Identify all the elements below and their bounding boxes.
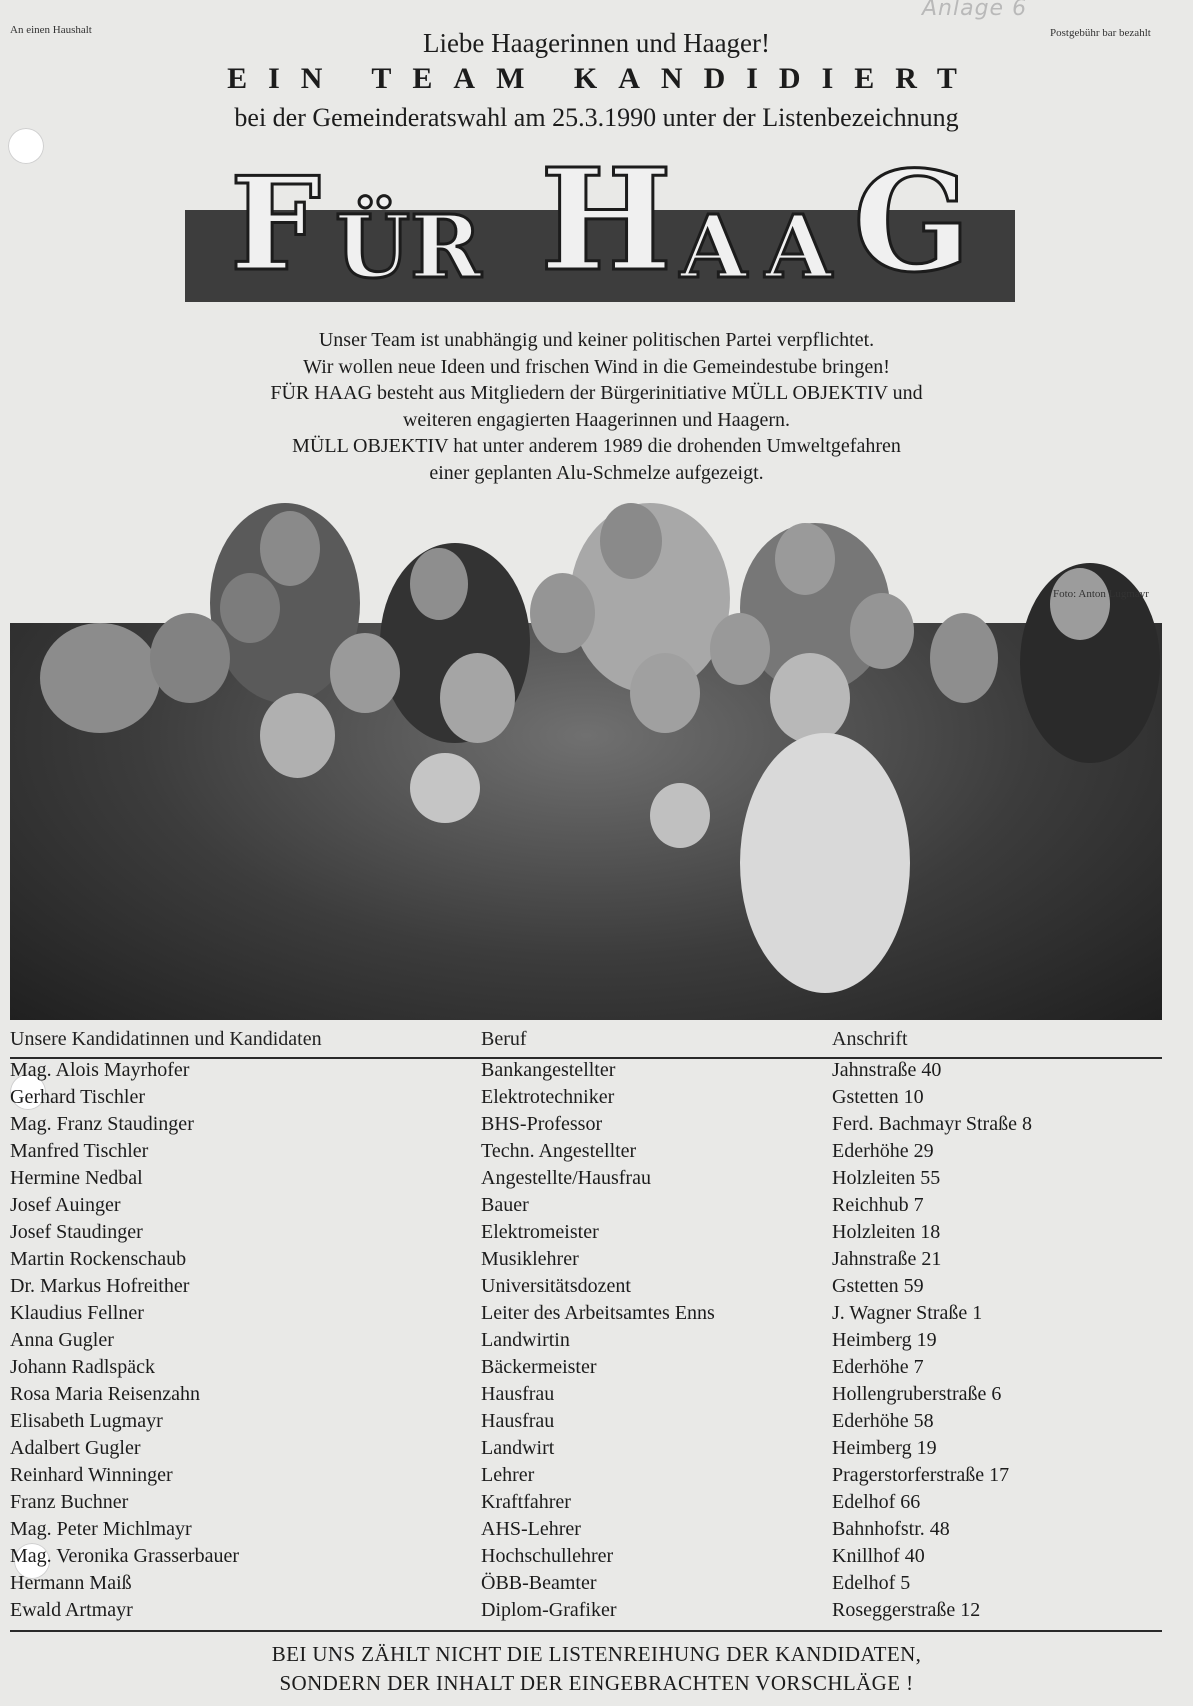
photo-face (440, 653, 515, 743)
candidate-name: Mag. Franz Staudinger (10, 1113, 194, 1135)
photo-baby-face (650, 783, 710, 848)
subline: bei der Gemeinderatswahl am 25.3.1990 unter der Listenbezeichnung (234, 103, 959, 132)
candidate-address: Edelhof 66 (832, 1491, 921, 1513)
photo-face (410, 548, 468, 620)
candidate-name: Dr. Markus Hofreither (10, 1275, 190, 1297)
postage-note: Postgebühr bar bezahlt (1050, 27, 1151, 39)
photo-baby-face (410, 753, 480, 823)
candidate-job: BHS-Professor (481, 1113, 603, 1135)
team-group-photo (10, 503, 1162, 1020)
candidate-address: Roseggerstraße 12 (832, 1599, 981, 1621)
photo-face (330, 633, 400, 713)
table-row (0, 1329, 1193, 1356)
table-row (0, 1572, 1193, 1599)
candidate-address: Gstetten 10 (832, 1086, 924, 1108)
candidate-name: Mag. Veronika Grasserbauer (10, 1545, 239, 1567)
table-header-name: Unsere Kandidatinnen und Kandidaten (10, 1028, 322, 1050)
candidate-job: Bäckermeister (481, 1356, 597, 1378)
candidate-name: Adalbert Gugler (10, 1437, 141, 1459)
candidate-address: Heimberg 19 (832, 1329, 937, 1351)
candidate-name: Ewald Artmayr (10, 1599, 133, 1621)
candidate-address: Hollengruberstraße 6 (832, 1383, 1002, 1405)
candidate-job: Hausfrau (481, 1383, 555, 1405)
table-row (0, 1248, 1193, 1275)
fuer-haag-logo (185, 139, 1015, 305)
candidate-name: Gerhard Tischler (10, 1086, 145, 1108)
candidate-name: Josef Auinger (10, 1194, 121, 1216)
candidate-name: Manfred Tischler (10, 1140, 149, 1162)
candidate-address: Jahnstraße 21 (832, 1248, 942, 1270)
candidate-job: Angestellte/Hausfrau (481, 1167, 651, 1189)
candidate-job: Landwirt (481, 1437, 555, 1459)
intro-line: Wir wollen neue Ideen und frischen Wind in die Gemeindestube bringen! (303, 355, 890, 378)
photo-face (260, 511, 320, 586)
photo-face (260, 693, 335, 778)
table-row (0, 1545, 1193, 1572)
photo-credit: Foto: Anton Lugmayr (1053, 588, 1149, 600)
footer-line: BEI UNS ZÄHLT NICHT DIE LISTENREIHUNG DER KANDIDATEN, (271, 1642, 922, 1666)
candidate-name: Josef Staudinger (10, 1221, 143, 1243)
candidate-name: Mag. Alois Mayrhofer (10, 1059, 190, 1081)
table-row (0, 1518, 1193, 1545)
headline: EIN TEAM KANDIDIERT (227, 62, 978, 95)
candidate-job: Bauer (481, 1194, 529, 1216)
candidate-address: Reichhub 7 (832, 1194, 924, 1216)
candidate-address: Jahnstraße 40 (832, 1059, 942, 1081)
candidate-job: Hausfrau (481, 1410, 555, 1432)
photo-face (930, 613, 998, 703)
footer-line: SONDERN DER INHALT DER EINGEBRACHTEN VORSCHLÄGE ! (279, 1671, 914, 1695)
candidate-job: Elektrotechniker (481, 1086, 615, 1108)
table-row (0, 1221, 1193, 1248)
candidate-job: Hochschullehrer (481, 1545, 614, 1567)
intro-line: einer geplanten Alu-Schmelze aufgezeigt. (429, 461, 764, 484)
candidate-job: AHS-Lehrer (481, 1518, 581, 1540)
candidate-name: Martin Rockenschaub (10, 1248, 187, 1270)
candidate-job: Lehrer (481, 1464, 535, 1486)
footer-statement (0, 1640, 1193, 1698)
intro-line: Unser Team ist unabhängig und keiner politischen Partei verpflichtet. (318, 329, 875, 351)
candidate-name: Franz Buchner (10, 1491, 129, 1513)
candidate-address: Edelhof 5 (832, 1572, 911, 1594)
candidate-job: ÖBB-Beamter (481, 1572, 597, 1594)
table-row (0, 1464, 1193, 1491)
logo-letter-g: G (853, 140, 971, 303)
candidate-name: Rosa Maria Reisenzahn (10, 1383, 200, 1405)
candidate-job: Universitätsdozent (481, 1275, 631, 1297)
photo-face (775, 523, 835, 595)
table-row (0, 1491, 1193, 1518)
table-row (0, 1410, 1193, 1437)
table-row (0, 1275, 1193, 1302)
candidate-address: Heimberg 19 (832, 1437, 937, 1459)
candidate-address: Ederhöhe 29 (832, 1140, 934, 1162)
candidate-address: J. Wagner Straße 1 (832, 1302, 983, 1324)
punch-hole-top (8, 128, 44, 164)
candidate-address: Knillhof 40 (832, 1545, 925, 1567)
candidate-address: Ederhöhe 7 (832, 1356, 924, 1378)
candidate-name: Klaudius Fellner (10, 1302, 144, 1324)
table-row (0, 1383, 1193, 1410)
handwritten-annotation: Anlage 6 (922, 0, 1028, 21)
candidate-job: Elektromeister (481, 1221, 599, 1243)
candidate-address: Holzleiten 18 (832, 1221, 941, 1243)
table-row (0, 1194, 1193, 1221)
photo-face (630, 653, 700, 733)
photo-face (710, 613, 770, 685)
candidate-name: Mag. Peter Michlmayr (10, 1518, 192, 1540)
table-row (0, 1059, 1193, 1086)
intro-line: weiteren engagierten Haagerinnen und Haagern. (402, 408, 791, 431)
table-row (0, 1086, 1193, 1113)
photo-face (770, 653, 850, 743)
photo-face (850, 593, 914, 669)
candidate-job: Diplom-Grafiker (481, 1599, 617, 1621)
candidate-job: Landwirtin (481, 1329, 570, 1351)
table-row (0, 1599, 1193, 1626)
table-row (0, 1356, 1193, 1383)
candidate-address: Holzleiten 55 (832, 1167, 941, 1189)
table-row (0, 1437, 1193, 1464)
table-header-job: Beruf (481, 1028, 527, 1050)
photo-face (40, 623, 160, 733)
photo-face (220, 573, 280, 643)
candidate-job: Musiklehrer (481, 1248, 579, 1270)
photo-face (530, 573, 595, 653)
candidate-address: Ferd. Bachmayr Straße 8 (832, 1113, 1032, 1135)
photo-face (1050, 568, 1110, 640)
household-note: An einen Haushalt (10, 24, 92, 36)
table-row (0, 1302, 1193, 1329)
logo-letter-h: H (540, 139, 673, 303)
intro-line: MÜLL OBJEKTIV hat unter anderem 1989 die drohenden Umweltgefahren (292, 435, 901, 457)
logo-letter-a1: A (680, 197, 747, 298)
candidate-job: Leiter des Arbeitsamtes Enns (481, 1302, 715, 1324)
table-row (0, 1167, 1193, 1194)
candidate-address: Pragerstorferstraße 17 (832, 1464, 1010, 1486)
candidate-address: Ederhöhe 58 (832, 1410, 934, 1432)
intro-line: FÜR HAAG besteht aus Mitgliedern der Bürgerinitiative MÜLL OBJEKTIV und (270, 382, 923, 404)
photo-white-sweater (740, 733, 910, 993)
logo-letters-ur: ÜR (335, 197, 482, 298)
table-bottom-rule (10, 1630, 1162, 1632)
logo-letter-a2: A (765, 197, 832, 298)
intro-text (0, 327, 1193, 486)
candidate-job: Bankangestellter (481, 1059, 616, 1081)
candidate-address: Gstetten 59 (832, 1275, 924, 1297)
logo-letter-f: F (230, 150, 321, 300)
candidate-name: Reinhard Winninger (10, 1464, 173, 1486)
candidate-name: Elisabeth Lugmayr (10, 1410, 163, 1432)
candidate-job: Kraftfahrer (481, 1491, 571, 1513)
candidate-name: Hermann Maiß (10, 1572, 132, 1594)
table-row (0, 1113, 1193, 1140)
candidate-name: Anna Gugler (10, 1329, 114, 1351)
candidate-address: Bahnhofstr. 48 (832, 1518, 950, 1540)
candidate-name: Hermine Nedbal (10, 1167, 143, 1189)
photo-face (150, 613, 230, 703)
table-row (0, 1140, 1193, 1167)
candidate-name: Johann Radlspäck (10, 1356, 155, 1378)
candidate-job: Techn. Angestellter (481, 1140, 637, 1162)
photo-face (600, 503, 662, 579)
table-header-address: Anschrift (832, 1028, 908, 1050)
greeting: Liebe Haagerinnen und Haager! (422, 28, 771, 58)
